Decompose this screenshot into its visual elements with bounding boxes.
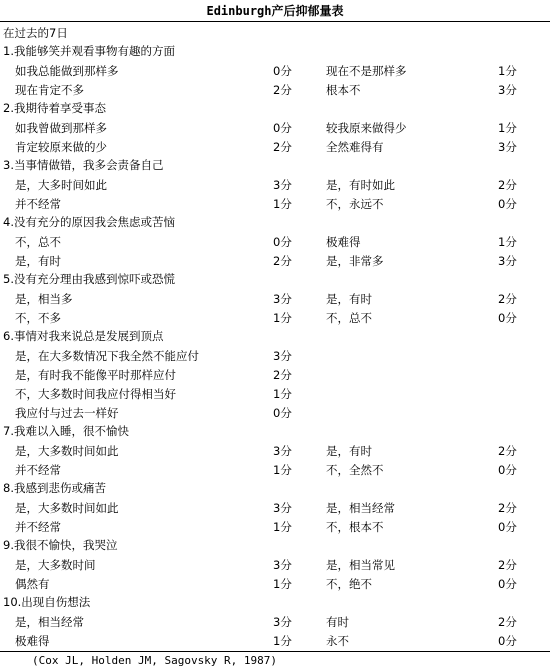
option-score: 0分 [498, 520, 517, 534]
option-text: 是，相当经常 [15, 615, 84, 629]
option-row [0, 309, 550, 328]
option-text: 永不 [326, 634, 349, 648]
option-text: 我应付与过去一样好 [15, 406, 119, 420]
question-item [0, 423, 550, 480]
question-text: 10.出现自伤想法 [3, 595, 91, 609]
option-score: 1分 [273, 311, 292, 325]
question-item [0, 271, 550, 328]
option-score: 0分 [273, 64, 292, 78]
option-text: 是，相当常见 [326, 558, 395, 572]
option-text: 是，有时 [326, 444, 372, 458]
question-text: 9.我很不愉快，我哭泣 [3, 538, 118, 552]
option-score: 1分 [273, 520, 292, 534]
question-list [0, 43, 550, 651]
option-score: 0分 [498, 463, 517, 477]
option-text: 是，有时 [15, 254, 61, 268]
option-text: 不，不多 [15, 311, 61, 325]
question-text: 7.我难以入睡，很不愉快 [3, 424, 129, 438]
option-score: 2分 [273, 368, 292, 382]
option-score: 1分 [273, 634, 292, 648]
option-score: 3分 [273, 292, 292, 306]
option-text: 是，相当经常 [326, 501, 395, 515]
option-row [0, 62, 550, 81]
option-text: 不，大多数时间我应付得相当好 [15, 387, 176, 401]
option-row [0, 290, 550, 309]
option-text: 有时 [326, 615, 349, 629]
question-text: 6.事情对我来说总是发展到顶点 [3, 329, 164, 343]
option-text: 是，非常多 [326, 254, 384, 268]
option-row [0, 632, 550, 651]
option-text: 较我原来做得少 [326, 121, 407, 135]
option-text: 不，永远不 [326, 197, 384, 211]
option-score: 3分 [273, 558, 292, 572]
question-text: 4.没有充分的原因我会焦虑或苦恼 [3, 215, 175, 229]
option-row [0, 366, 550, 385]
option-text: 是，大多数时间 [15, 558, 96, 572]
question-text: 3.当事情做错，我多会责备自己 [3, 158, 164, 172]
option-text: 是，大多时间如此 [15, 178, 107, 192]
option-text: 现在肯定不多 [15, 83, 84, 97]
option-score: 0分 [273, 406, 292, 420]
question-item [0, 214, 550, 271]
option-score: 3分 [498, 83, 517, 97]
option-text: 肯定较原来做的少 [15, 140, 107, 154]
option-row [0, 252, 550, 271]
option-text: 是，有时如此 [326, 178, 395, 192]
question-text: 1.我能够笑并观看事物有趣的方面 [3, 44, 175, 58]
option-score: 2分 [498, 501, 517, 515]
option-score: 3分 [273, 615, 292, 629]
option-score: 2分 [273, 140, 292, 154]
option-text: 是，有时 [326, 292, 372, 306]
option-score: 1分 [273, 387, 292, 401]
option-row [0, 556, 550, 575]
option-score: 3分 [273, 444, 292, 458]
option-score: 1分 [498, 64, 517, 78]
option-score: 2分 [273, 254, 292, 268]
option-text: 是，有时我不能像平时那样应付 [15, 368, 176, 382]
option-text: 如我曾做到那样多 [15, 121, 107, 135]
option-row [0, 518, 550, 537]
option-text: 是，相当多 [15, 292, 73, 306]
option-text: 是，大多数时间如此 [15, 501, 119, 515]
question-item [0, 43, 550, 100]
option-text: 不，总不 [15, 235, 61, 249]
option-score: 1分 [498, 121, 517, 135]
option-score: 3分 [273, 349, 292, 363]
option-row [0, 81, 550, 100]
option-score: 3分 [273, 178, 292, 192]
option-row [0, 575, 550, 594]
option-row [0, 404, 550, 423]
question-item [0, 594, 550, 651]
question-item [0, 328, 550, 423]
option-text: 是，大多数时间如此 [15, 444, 119, 458]
option-text: 偶然有 [15, 577, 50, 591]
option-score: 2分 [498, 292, 517, 306]
option-text: 全然难得有 [326, 140, 384, 154]
bottom-rule [0, 651, 550, 652]
option-score: 0分 [273, 235, 292, 249]
option-text: 是，在大多数情况下我全然不能应付 [15, 349, 199, 363]
scale-title: Edinburgh产后抑郁量表 [206, 4, 344, 18]
option-text: 并不经常 [15, 520, 61, 534]
option-text: 不，总不 [326, 311, 372, 325]
option-text: 不，绝不 [326, 577, 372, 591]
option-row [0, 119, 550, 138]
option-row [0, 233, 550, 252]
option-row [0, 195, 550, 214]
option-score: 0分 [273, 121, 292, 135]
option-row [0, 138, 550, 157]
option-score: 0分 [498, 311, 517, 325]
option-text: 极难得 [15, 634, 50, 648]
top-rule [0, 21, 550, 22]
option-text: 不，根本不 [326, 520, 384, 534]
option-score: 0分 [498, 634, 517, 648]
option-score: 2分 [498, 178, 517, 192]
question-text: 5.没有充分理由我感到惊吓或恐慌 [3, 272, 175, 286]
option-score: 2分 [498, 444, 517, 458]
option-row [0, 499, 550, 518]
option-score: 1分 [273, 197, 292, 211]
option-score: 1分 [273, 577, 292, 591]
citation: (Cox JL, Holden JM, Sagovsky R, 1987) [32, 654, 278, 667]
option-text: 根本不 [326, 83, 361, 97]
option-score: 3分 [498, 140, 517, 154]
question-item [0, 157, 550, 214]
option-score: 2分 [498, 558, 517, 572]
option-score: 1分 [273, 463, 292, 477]
option-row [0, 385, 550, 404]
option-row [0, 442, 550, 461]
question-item [0, 100, 550, 157]
option-text: 并不经常 [15, 197, 61, 211]
option-text: 并不经常 [15, 463, 61, 477]
option-score: 2分 [498, 615, 517, 629]
option-text: 不，全然不 [326, 463, 384, 477]
option-score: 3分 [273, 501, 292, 515]
option-row [0, 613, 550, 632]
option-row [0, 347, 550, 366]
option-text: 极难得 [326, 235, 361, 249]
option-text: 现在不是那样多 [326, 64, 407, 78]
option-score: 2分 [273, 83, 292, 97]
option-score: 0分 [498, 197, 517, 211]
option-score: 0分 [498, 577, 517, 591]
question-item [0, 480, 550, 537]
question-text: 2.我期待着享受事态 [3, 101, 106, 115]
option-row [0, 461, 550, 480]
option-text: 如我总能做到那样多 [15, 64, 119, 78]
option-score: 3分 [498, 254, 517, 268]
question-item [0, 537, 550, 594]
question-text: 8.我感到悲伤或痛苦 [3, 481, 106, 495]
intro-text: 在过去的7日 [3, 26, 68, 40]
option-score: 1分 [498, 235, 517, 249]
option-row [0, 176, 550, 195]
